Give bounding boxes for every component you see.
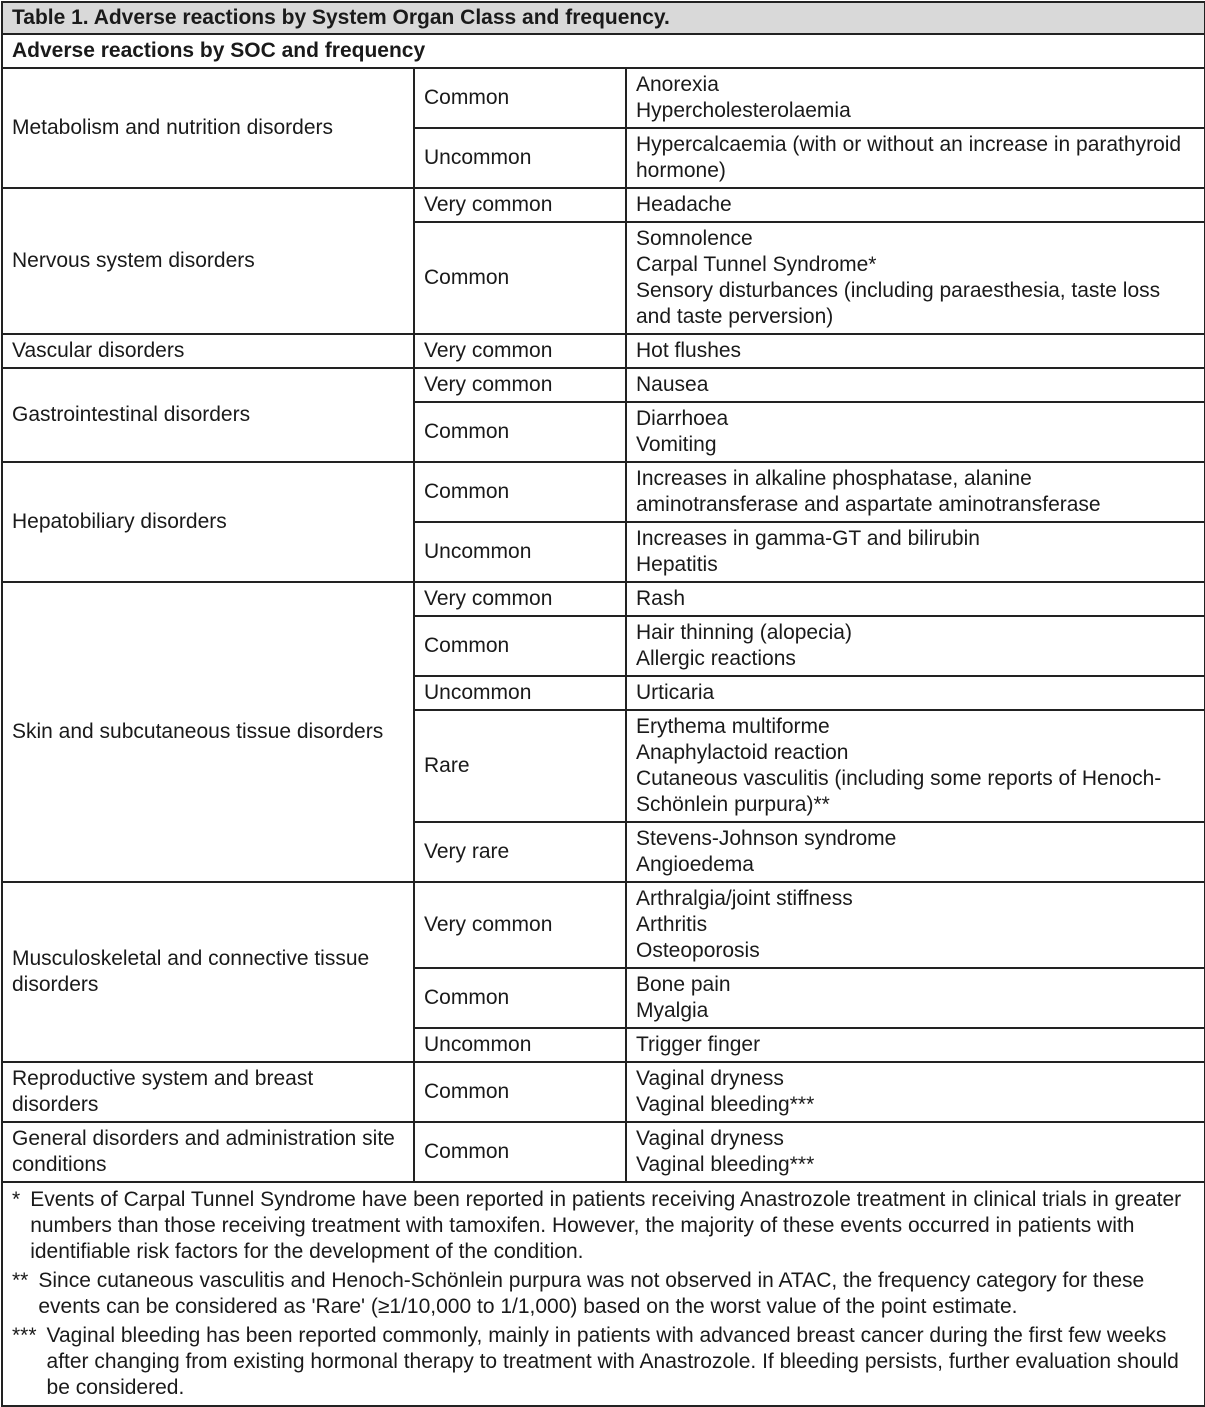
table-row <box>2 1122 1205 1182</box>
reactions-cell <box>626 710 1205 822</box>
soc-cell: Hepatobiliary disorders <box>2 462 414 582</box>
reaction-item: Allergic reactions <box>636 647 796 670</box>
frequency-cell: Common <box>414 968 626 1028</box>
table-row <box>2 68 1205 128</box>
reaction-item: Vaginal dryness <box>636 1127 784 1150</box>
reaction-item: Vaginal dryness <box>636 1067 784 1090</box>
frequency-cell: Common <box>414 402 626 462</box>
reactions-cell <box>626 222 1205 334</box>
reactions-cell <box>626 402 1205 462</box>
soc-cell: General disorders and administration site conditions <box>2 1122 414 1182</box>
footnote-text: Vaginal bleeding has been reported commonly, mainly in patients with advanced breast cancer during the first few weeks after changing from existing hormonal therapy to treatment with Anastrozole. If bleeding persists, further evaluation should be considered. <box>46 1324 1179 1399</box>
soc-cell: Reproductive system and breast disorders <box>2 1062 414 1122</box>
reactions-cell <box>626 1062 1205 1122</box>
reaction-item: Vaginal bleeding*** <box>636 1153 815 1176</box>
reaction-item: Headache <box>636 193 732 216</box>
table-row <box>2 188 1205 222</box>
frequency-cell: Common <box>414 68 626 128</box>
reaction-item: Somnolence <box>636 227 753 250</box>
reaction-item: Sensory disturbances (including paraesthesia, taste loss and taste perversion) <box>636 279 1161 328</box>
reaction-item: Diarrhoea <box>636 407 729 430</box>
frequency-cell: Uncommon <box>414 522 626 582</box>
frequency-cell: Common <box>414 616 626 676</box>
reactions-cell <box>626 1028 1205 1062</box>
reactions-cell <box>626 128 1205 188</box>
reaction-item: Increases in alkaline phosphatase, alanine aminotransferase and aspartate aminotransferase <box>636 467 1101 516</box>
reaction-item: Osteoporosis <box>636 939 760 962</box>
reaction-item: Arthralgia/joint stiffness <box>636 887 853 910</box>
reaction-item: Myalgia <box>636 999 709 1022</box>
reaction-item: Cutaneous vasculitis (including some reports of Henoch-Schönlein purpura)** <box>636 767 1162 816</box>
frequency-cell: Common <box>414 1062 626 1122</box>
footnote-text: Since cutaneous vasculitis and Henoch-Schönlein purpura was not observed in ATAC, the frequency category for these events can be considered as 'Rare' (≥1/10,000 to 1/1,000) based on the worst value of the point estimate. <box>38 1269 1145 1318</box>
reactions-cell <box>626 676 1205 710</box>
reactions-cell <box>626 616 1205 676</box>
frequency-cell: Rare <box>414 710 626 822</box>
reaction-item: Trigger finger <box>636 1033 761 1056</box>
footnotes-row <box>2 1182 1205 1406</box>
footnote <box>12 1187 1195 1265</box>
reactions-cell <box>626 68 1205 128</box>
table-caption: Table 1. Adverse reactions by System Organ Class and frequency. <box>2 2 1205 34</box>
reactions-cell <box>626 582 1205 616</box>
subheader-row <box>2 34 1205 68</box>
reactions-cell <box>626 1122 1205 1182</box>
reaction-item: Stevens-Johnson syndrome <box>636 827 897 850</box>
soc-cell: Musculoskeletal and connective tissue disorders <box>2 882 414 1062</box>
soc-cell: Metabolism and nutrition disorders <box>2 68 414 188</box>
soc-cell: Gastrointestinal disorders <box>2 368 414 462</box>
table-row <box>2 1062 1205 1122</box>
frequency-cell: Very common <box>414 188 626 222</box>
frequency-cell: Uncommon <box>414 128 626 188</box>
frequency-cell: Uncommon <box>414 1028 626 1062</box>
reactions-cell <box>626 188 1205 222</box>
reactions-cell <box>626 462 1205 522</box>
frequency-cell: Very common <box>414 368 626 402</box>
footnote <box>12 1268 1195 1320</box>
adverse-reactions-table <box>1 1 1205 1407</box>
reaction-item: Rash <box>636 587 686 610</box>
table-row <box>2 882 1205 968</box>
soc-cell: Nervous system disorders <box>2 188 414 334</box>
reaction-item: Vomiting <box>636 433 717 456</box>
reaction-item: Hepatitis <box>636 553 718 576</box>
frequency-cell: Common <box>414 1122 626 1182</box>
reactions-cell <box>626 368 1205 402</box>
reactions-cell <box>626 522 1205 582</box>
reactions-cell <box>626 822 1205 882</box>
reactions-cell <box>626 968 1205 1028</box>
reaction-item: Anaphylactoid reaction <box>636 741 849 764</box>
table-row <box>2 582 1205 616</box>
table-row <box>2 462 1205 522</box>
soc-cell: Vascular disorders <box>2 334 414 368</box>
reaction-item: Increases in gamma-GT and bilirubin <box>636 527 980 550</box>
table-subheader: Adverse reactions by SOC and frequency <box>2 34 1205 68</box>
reaction-item: Anorexia <box>636 73 719 96</box>
reaction-item: Nausea <box>636 373 709 396</box>
reactions-cell <box>626 882 1205 968</box>
table-row <box>2 368 1205 402</box>
frequency-cell: Very rare <box>414 822 626 882</box>
reaction-item: Vaginal bleeding*** <box>636 1093 815 1116</box>
reaction-item: Urticaria <box>636 681 715 704</box>
reaction-item: Bone pain <box>636 973 731 996</box>
frequency-cell: Very common <box>414 334 626 368</box>
footnote-text: Events of Carpal Tunnel Syndrome have been reported in patients receiving Anastrozole treatment in clinical trials in greater numbers than those receiving treatment with tamoxifen. However, the majority of these events occurred in patients with identifiable risk factors for the development of the condition. <box>30 1188 1182 1263</box>
reactions-cell <box>626 334 1205 368</box>
frequency-cell: Very common <box>414 582 626 616</box>
caption-row <box>2 2 1205 34</box>
reaction-item: Erythema multiforme <box>636 715 830 738</box>
frequency-cell: Very common <box>414 882 626 968</box>
footnotes-cell <box>2 1182 1205 1406</box>
reaction-item: Hot flushes <box>636 339 742 362</box>
reaction-item: Hair thinning (alopecia) <box>636 621 852 644</box>
reaction-item: Angioedema <box>636 853 754 876</box>
frequency-cell: Uncommon <box>414 676 626 710</box>
reaction-item: Hypercholesterolaemia <box>636 99 851 122</box>
reaction-item: Hypercalcaemia (with or without an increase in parathyroid hormone) <box>636 133 1182 182</box>
footnote-mark: *** <box>12 1324 37 1347</box>
footnote-mark: ** <box>12 1269 29 1292</box>
frequency-cell: Common <box>414 222 626 334</box>
reaction-item: Arthritis <box>636 913 708 936</box>
soc-cell: Skin and subcutaneous tissue disorders <box>2 582 414 882</box>
frequency-cell: Common <box>414 462 626 522</box>
reaction-item: Carpal Tunnel Syndrome* <box>636 253 877 276</box>
footnote-mark: * <box>12 1188 21 1211</box>
table-row <box>2 334 1205 368</box>
footnote <box>12 1323 1195 1401</box>
